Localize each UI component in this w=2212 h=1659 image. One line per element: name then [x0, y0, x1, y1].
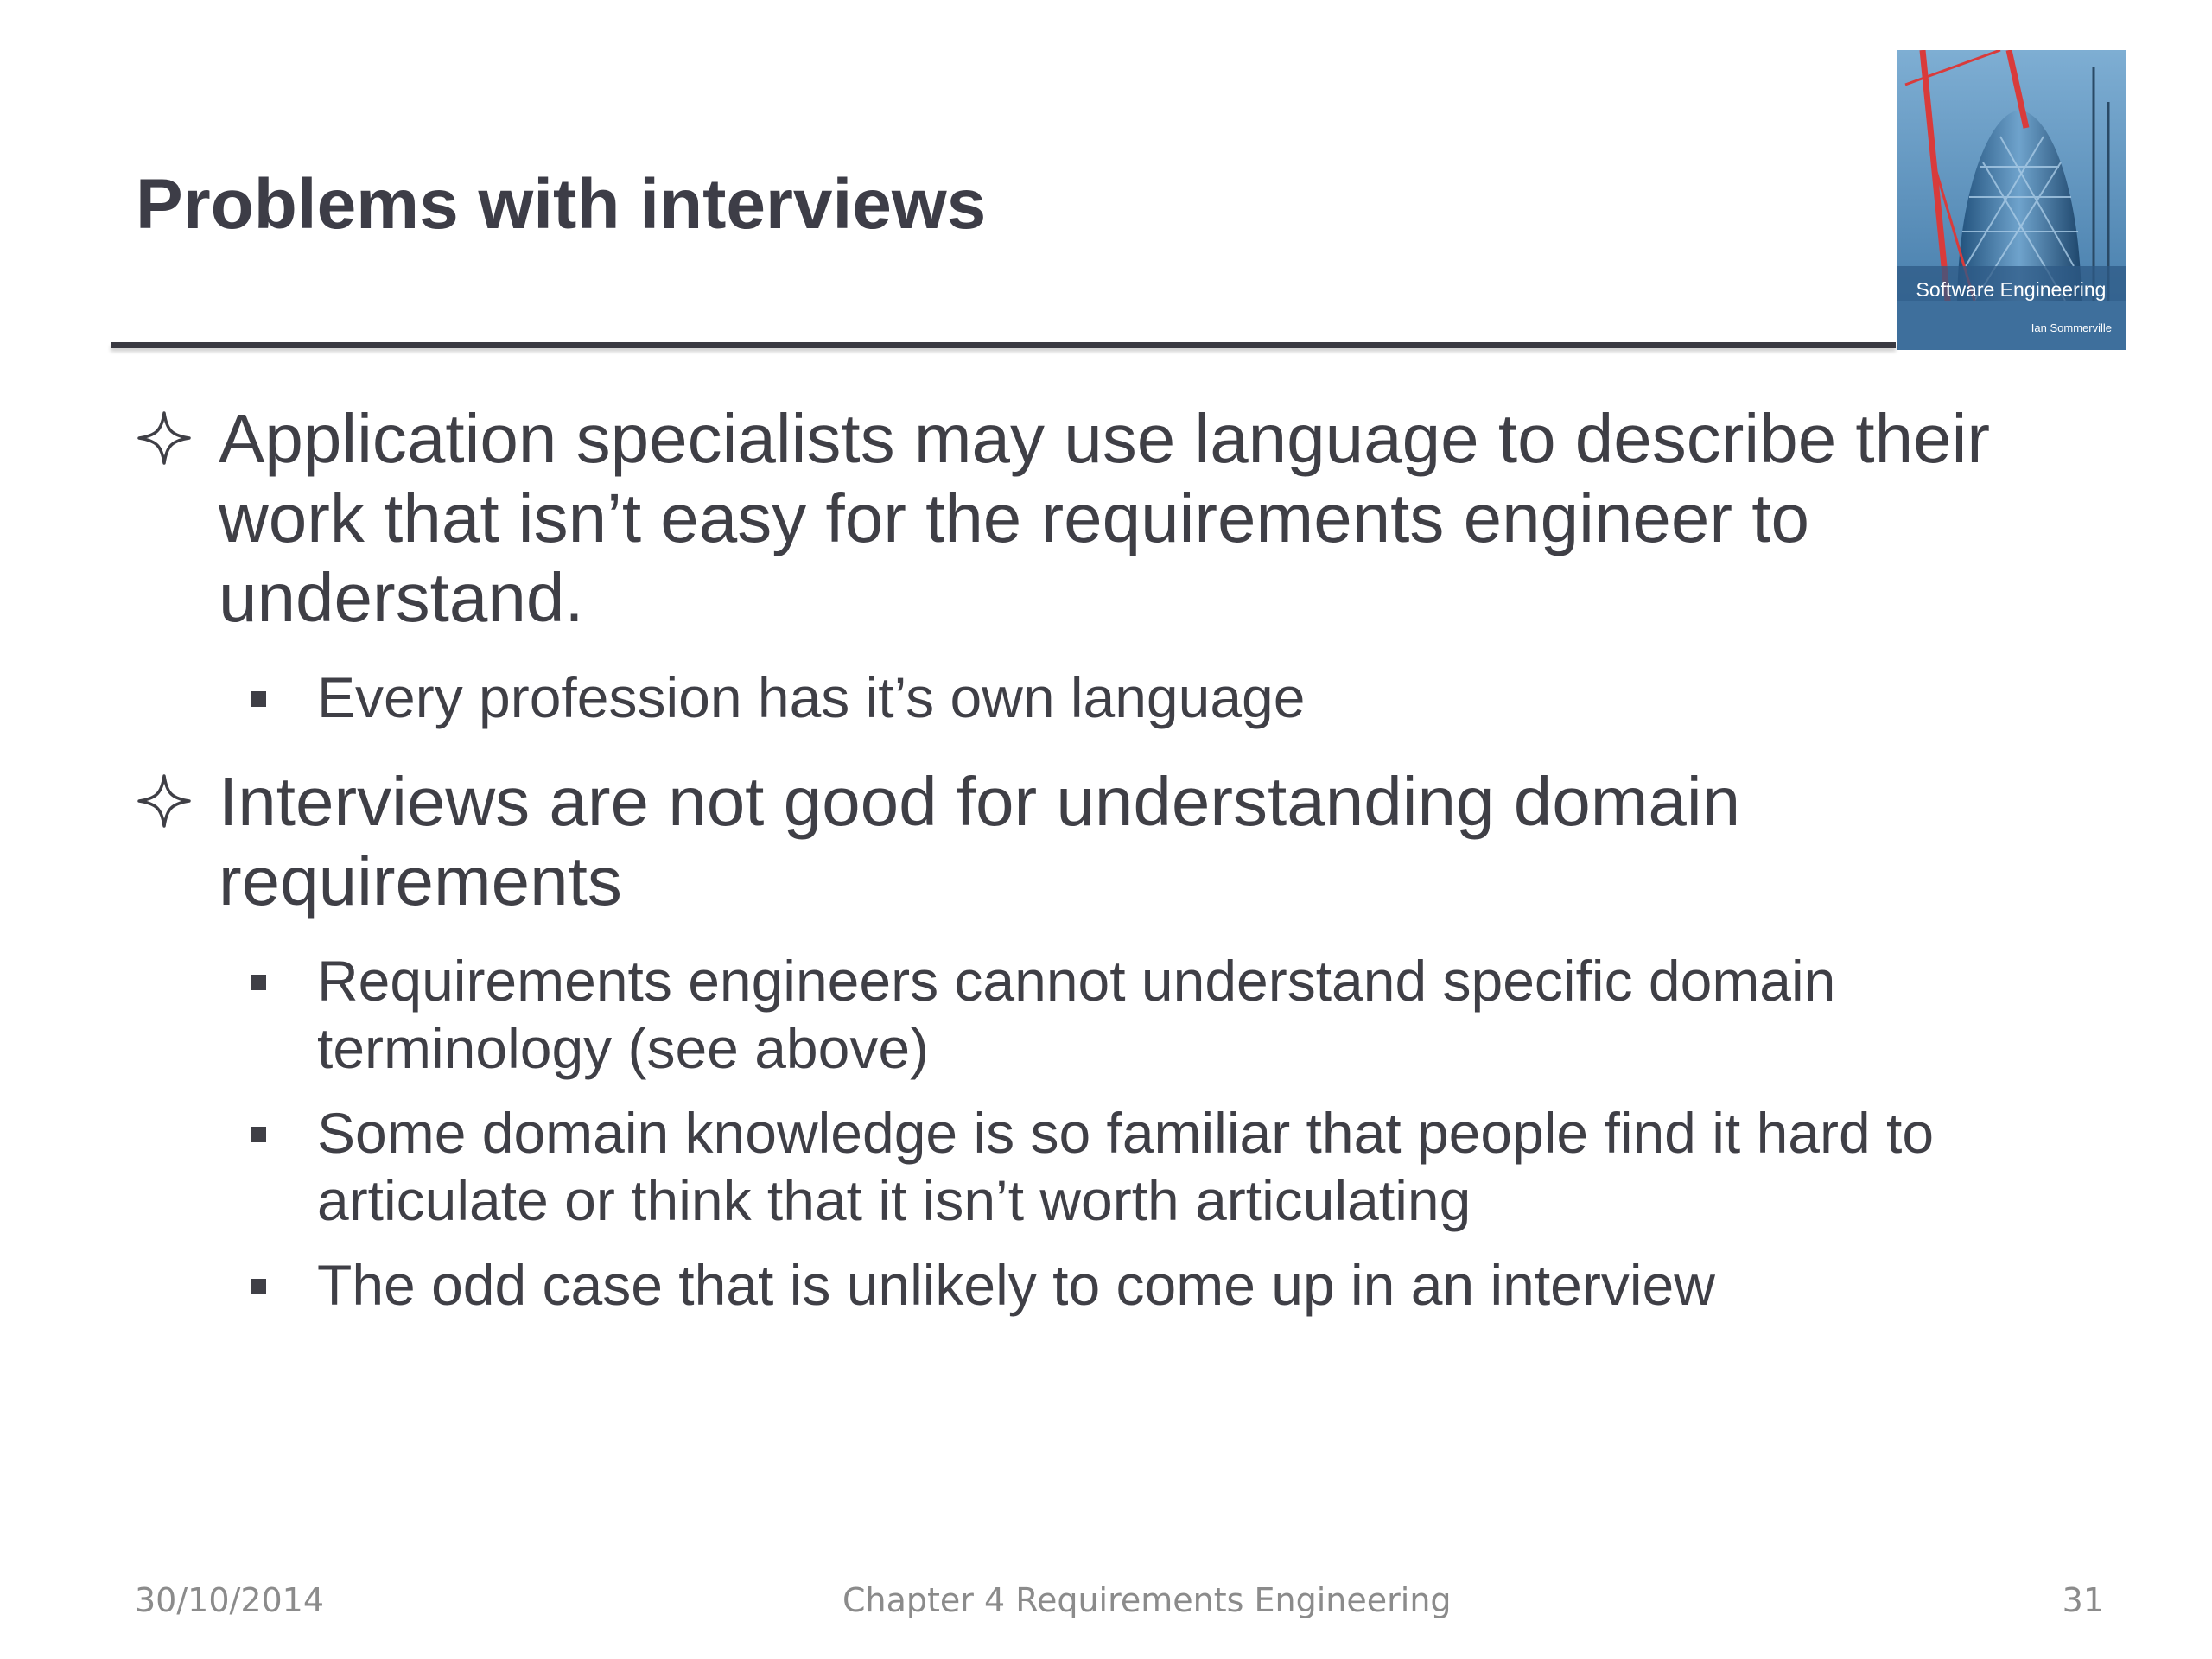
footer-chapter: Chapter 4 Requirements Engineering [842, 1581, 1452, 1619]
four-pointed-star-icon [136, 772, 193, 830]
book-cover-title: Software Engineering [1916, 278, 2107, 301]
bullet-text: Application specialists may use language to describe their work that isn’t easy for the requirements engineer to understand. [219, 400, 1991, 636]
title-divider [111, 342, 1896, 348]
square-bullet-icon [251, 691, 266, 707]
sub-bullet-text: Requirements engineers cannot understand specific domain terminology (see above) [317, 949, 1836, 1080]
square-bullet-icon [251, 1279, 266, 1294]
four-pointed-star-icon [136, 410, 193, 467]
bullet-level2 [136, 1099, 2123, 1234]
sub-bullet-text: Some domain knowledge is so familiar that people find it hard to articulate or think that it isn’t worth articulating [317, 1101, 1935, 1232]
bullet-level1 [136, 762, 2123, 921]
slide-content [136, 399, 2123, 1319]
square-bullet-icon [251, 1127, 266, 1142]
footer-page-number: 31 [2062, 1581, 2104, 1619]
bullet-level2 [136, 1251, 2123, 1319]
slide-title: Problems with interviews [136, 165, 987, 244]
book-cover-image [1897, 50, 2126, 350]
square-bullet-icon [251, 975, 266, 990]
bullet-level2 [136, 947, 2123, 1082]
book-cover-illustration [1897, 50, 2126, 350]
sub-bullet-text: The odd case that is unlikely to come up in an interview [317, 1253, 1715, 1317]
footer-date: 30/10/2014 [135, 1581, 325, 1619]
sub-bullet-text: Every profession has it’s own language [317, 665, 1306, 729]
bullet-text: Interviews are not good for understanding domain requirements [219, 763, 1741, 919]
book-cover-author: Ian Sommerville [2031, 321, 2112, 334]
bullet-level2 [136, 664, 2123, 731]
bullet-level1 [136, 399, 2123, 638]
